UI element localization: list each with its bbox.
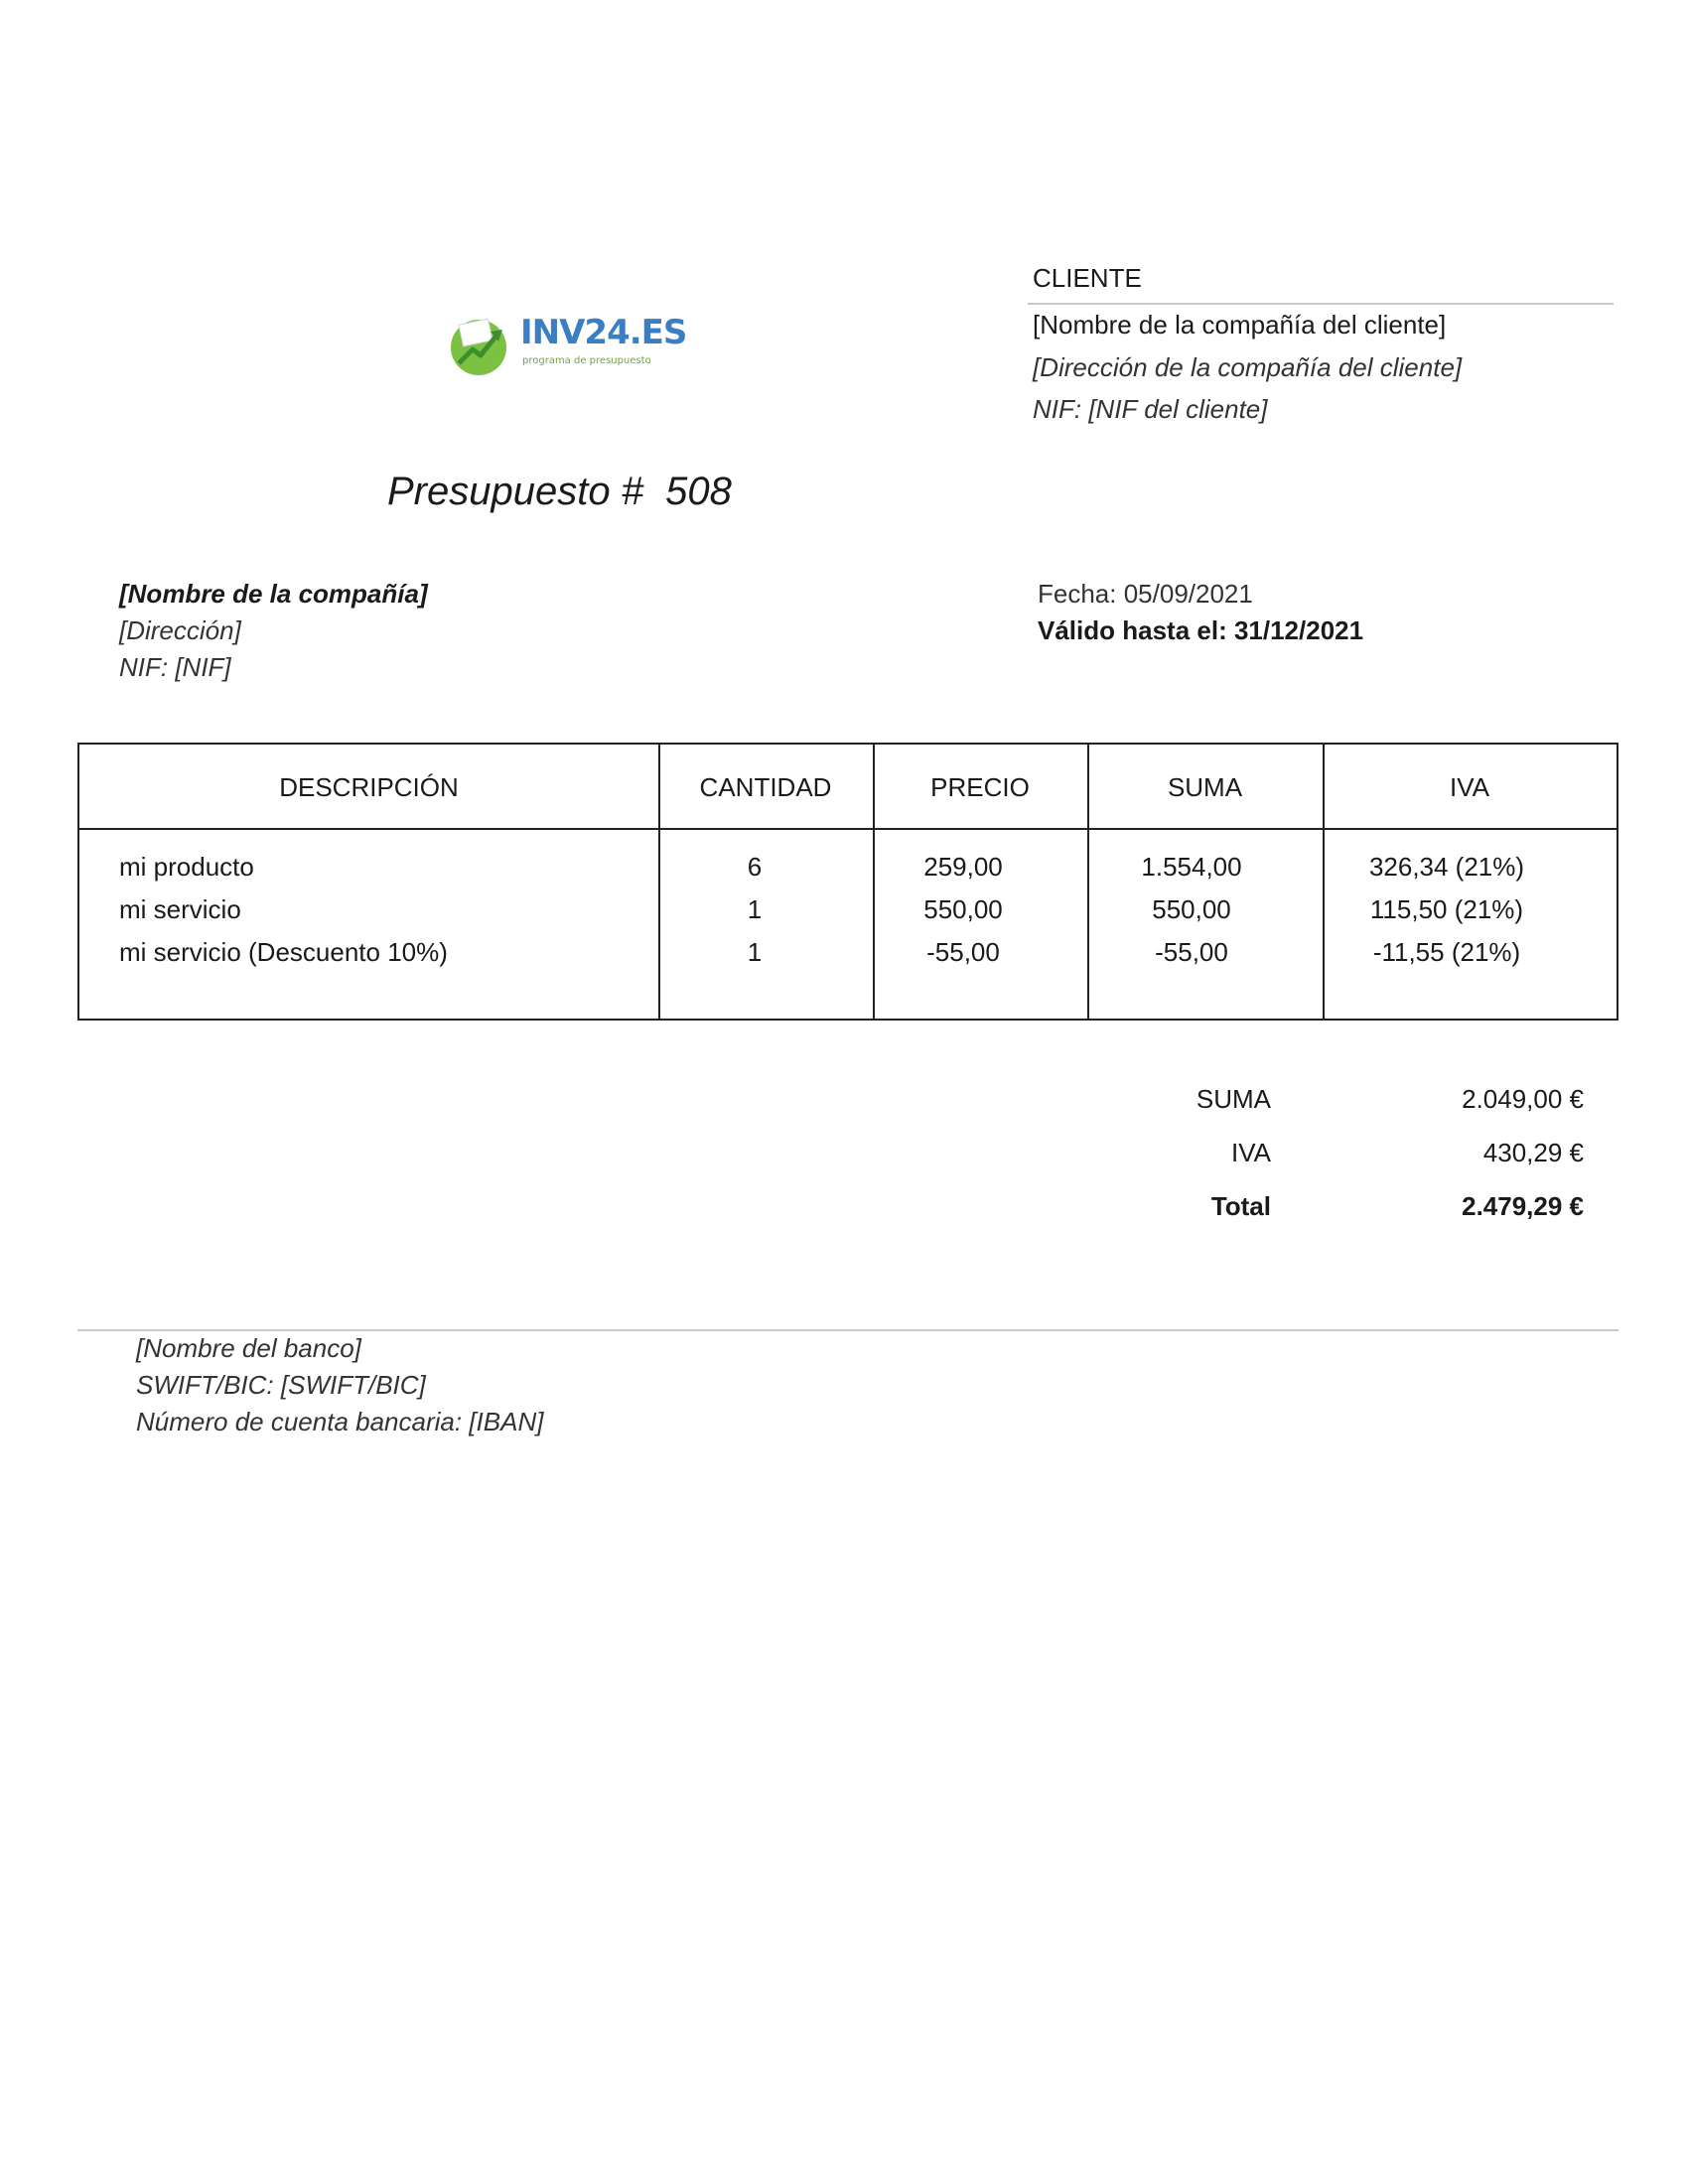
cell-price: 259,00 xyxy=(923,852,1003,882)
client-name: [Nombre de la compañía del cliente] xyxy=(1033,310,1447,340)
cell-price: -55,00 xyxy=(926,937,1000,967)
totals-total-value: 2.479,29 € xyxy=(1462,1191,1584,1221)
totals-sum-label: SUMA xyxy=(1196,1084,1271,1114)
header-quantity: CANTIDAD xyxy=(699,772,832,802)
valid-until: Válido hasta el: 31/12/2021 xyxy=(1038,615,1364,645)
bank-iban: Número de cuenta bancaria: [IBAN] xyxy=(136,1407,544,1436)
totals-sum-value: 2.049,00 € xyxy=(1462,1084,1584,1114)
cell-sum: -55,00 xyxy=(1155,937,1228,967)
cell-vat: 326,34 (21%) xyxy=(1368,852,1525,882)
cell-quantity: 1 xyxy=(747,937,763,967)
client-address: [Dirección de la compañía del cliente] xyxy=(1033,352,1463,382)
cell-price: 550,00 xyxy=(923,894,1003,924)
company-logo xyxy=(447,310,687,381)
header-divider xyxy=(79,828,1617,830)
cell-description: mi producto xyxy=(119,852,254,882)
logo-chart-icon xyxy=(447,314,510,377)
cell-sum: 1.554,00 xyxy=(1141,852,1242,882)
client-divider xyxy=(1028,303,1614,305)
document-title: Presupuesto # 508 xyxy=(387,470,732,513)
company-address: [Dirección] xyxy=(119,615,241,645)
logo-tagline: programa de presupuesto xyxy=(522,355,651,366)
bank-name: [Nombre del banco] xyxy=(136,1333,361,1363)
client-nif: NIF: [NIF del cliente] xyxy=(1033,394,1268,424)
totals-vat-label: IVA xyxy=(1231,1138,1271,1167)
header-description: DESCRIPCIÓN xyxy=(279,772,459,802)
cell-sum: 550,00 xyxy=(1152,894,1231,924)
header-sum: SUMA xyxy=(1167,772,1243,802)
bank-divider xyxy=(77,1329,1618,1331)
cell-quantity: 1 xyxy=(747,894,763,924)
header-vat: IVA xyxy=(1450,772,1489,802)
issue-date: Fecha: 05/09/2021 xyxy=(1038,579,1253,609)
items-table xyxy=(77,743,1618,1021)
company-name: [Nombre de la compañía] xyxy=(119,579,428,609)
company-nif: NIF: [NIF] xyxy=(119,652,231,682)
cell-vat: 115,50 (21%) xyxy=(1369,894,1524,924)
totals-vat-value: 430,29 € xyxy=(1482,1138,1584,1167)
cell-vat: -11,55 (21%) xyxy=(1372,937,1521,967)
bank-swift: SWIFT/BIC: [SWIFT/BIC] xyxy=(136,1370,426,1400)
header-price: PRECIO xyxy=(930,772,1030,802)
logo-brand: INV24.ES xyxy=(520,313,687,352)
cell-description: mi servicio (Descuento 10%) xyxy=(119,937,448,967)
client-heading: CLIENTE xyxy=(1033,263,1142,293)
cell-quantity: 6 xyxy=(747,852,763,882)
cell-description: mi servicio xyxy=(119,894,241,924)
totals-total-label: Total xyxy=(1210,1191,1271,1221)
